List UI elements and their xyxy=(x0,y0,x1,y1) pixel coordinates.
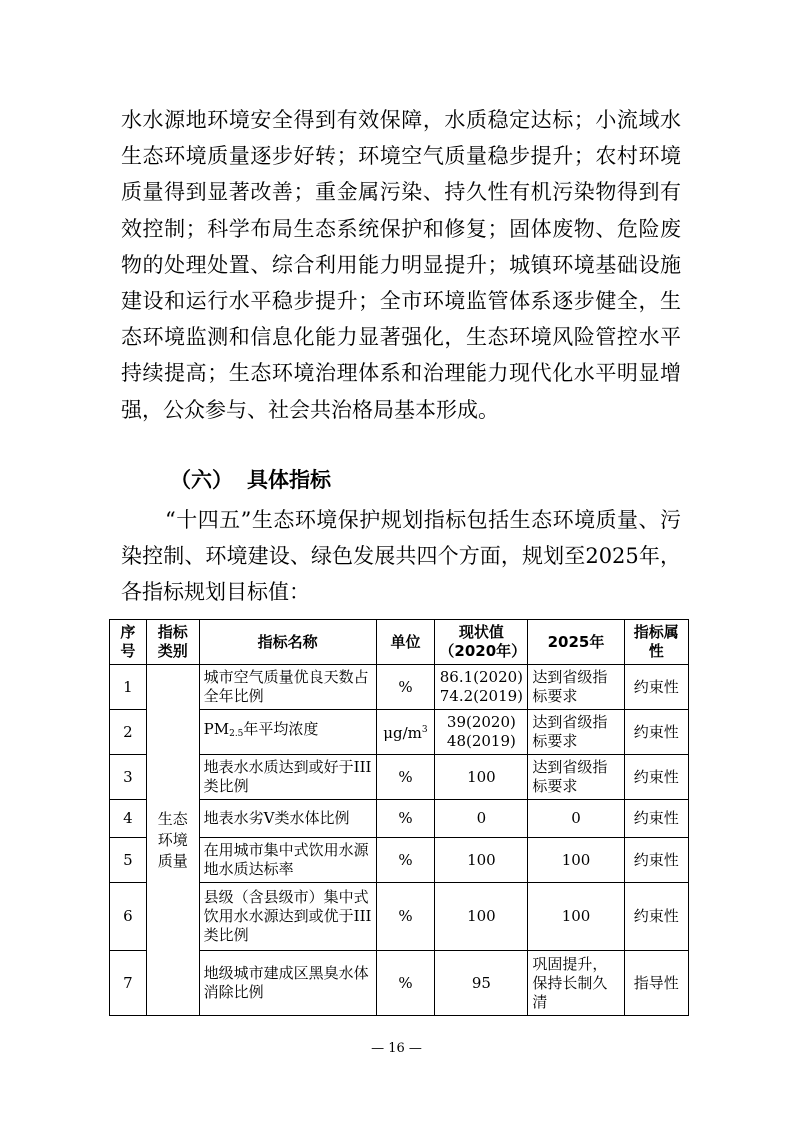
row-unit: % xyxy=(376,755,435,800)
row-unit: % xyxy=(376,838,435,883)
pm-subscript: 2.5 xyxy=(229,729,244,739)
row-unit: % xyxy=(376,951,435,1016)
current-value-2019: 48(2019) xyxy=(446,732,516,750)
header-target: 2025年 xyxy=(528,620,624,665)
row-target: 达到省级指标要求 xyxy=(528,665,624,710)
row-current: 100 xyxy=(435,883,528,951)
row-no: 6 xyxy=(110,883,147,951)
row-no: 7 xyxy=(110,951,147,1016)
header-current: 现状值（2020年） xyxy=(435,620,528,665)
row-current xyxy=(435,665,528,710)
row-name: 城市空气质量优良天数占全年比例 xyxy=(199,665,376,710)
row-current: 0 xyxy=(435,800,528,838)
section-heading xyxy=(170,464,331,494)
header-name: 指标名称 xyxy=(199,620,376,665)
header-no: 序号 xyxy=(110,620,147,665)
section-title: 具体指标 xyxy=(247,468,331,492)
row-current xyxy=(435,710,528,755)
header-unit: 单位 xyxy=(376,620,435,665)
current-value-2020: 39(2020) xyxy=(446,713,516,731)
table-row xyxy=(110,665,689,710)
row-name: 地级城市建成区黑臭水体消除比例 xyxy=(199,951,376,1016)
row-name: 在用城市集中式饮用水源地水质达标率 xyxy=(199,838,376,883)
table-header-row xyxy=(110,620,689,665)
row-name: 地表水水质达到或好于III类比例 xyxy=(199,755,376,800)
row-attribute: 约束性 xyxy=(624,838,688,883)
pm-suffix: 年平均浓度 xyxy=(243,720,319,738)
unit-superscript: 3 xyxy=(421,725,428,735)
row-target: 100 xyxy=(528,838,624,883)
row-unit xyxy=(376,710,435,755)
row-current: 100 xyxy=(435,755,528,800)
row-unit: % xyxy=(376,883,435,951)
row-attribute: 约束性 xyxy=(624,755,688,800)
row-name: 县级（含县级市）集中式饮用水水源达到或优于III类比例 xyxy=(199,883,376,951)
row-unit: % xyxy=(376,665,435,710)
row-no: 4 xyxy=(110,800,147,838)
row-attribute: 约束性 xyxy=(624,710,688,755)
paragraph-goals-text: 水水源地环境安全得到有效保障，水质稳定达标；小流域水生态环境质量逐步好转；环境空气质量稳步提升；农村环境质量得到显著改善；重金属污染、持久性有机污染物得到有效控制；科学布局生态系统保护和修复；固体废物、危险废物的处理处置、综合利用能力明显提升；城镇环境基础设施建设和运行水平稳步提升；全市环境监管体系逐步健全，生态环境监测和信息化能力显著强化，生态环境风险管控水平持续提高；生态环境治理体系和治理能力现代化水平明显增强，公众参与、社会共治格局基本形成。 xyxy=(121,108,681,422)
page-number: — 16 — xyxy=(371,1041,422,1056)
paragraph-indicators xyxy=(121,502,681,611)
indicator-table xyxy=(109,619,689,1016)
section-number: （六） xyxy=(170,468,233,492)
paragraph-goals xyxy=(121,102,681,428)
row-no: 1 xyxy=(110,665,147,710)
header-attribute: 指标属性 xyxy=(624,620,688,665)
row-name xyxy=(199,710,376,755)
row-name: 地表水劣V类水体比例 xyxy=(199,800,376,838)
header-category: 指标类别 xyxy=(146,620,199,665)
current-value-2019: 74.2(2019) xyxy=(439,687,524,705)
row-current: 95 xyxy=(435,951,528,1016)
row-no: 3 xyxy=(110,755,147,800)
row-no: 2 xyxy=(110,710,147,755)
category-label: 生态环境质量 xyxy=(157,809,188,870)
row-attribute: 指导性 xyxy=(624,951,688,1016)
row-target: 100 xyxy=(528,883,624,951)
row-attribute: 约束性 xyxy=(624,800,688,838)
category-cell xyxy=(146,665,199,1016)
paragraph-indicators-text: “十四五”生态环境保护规划指标包括生态环境质量、污染控制、环境建设、绿色发展共四个方面，规划至2025年，各指标规划目标值： xyxy=(121,508,681,605)
pm-prefix: PM xyxy=(203,720,230,738)
row-target: 达到省级指标要求 xyxy=(528,710,624,755)
row-target: 巩固提升，保持长制久清 xyxy=(528,951,624,1016)
row-target: 0 xyxy=(528,800,624,838)
row-target: 达到省级指标要求 xyxy=(528,755,624,800)
row-attribute: 约束性 xyxy=(624,665,688,710)
row-unit: % xyxy=(376,800,435,838)
row-attribute: 约束性 xyxy=(624,883,688,951)
current-value-2020: 86.1(2020) xyxy=(439,668,524,686)
row-current: 100 xyxy=(435,838,528,883)
row-no: 5 xyxy=(110,838,147,883)
unit-prefix: μg/m xyxy=(383,724,422,742)
